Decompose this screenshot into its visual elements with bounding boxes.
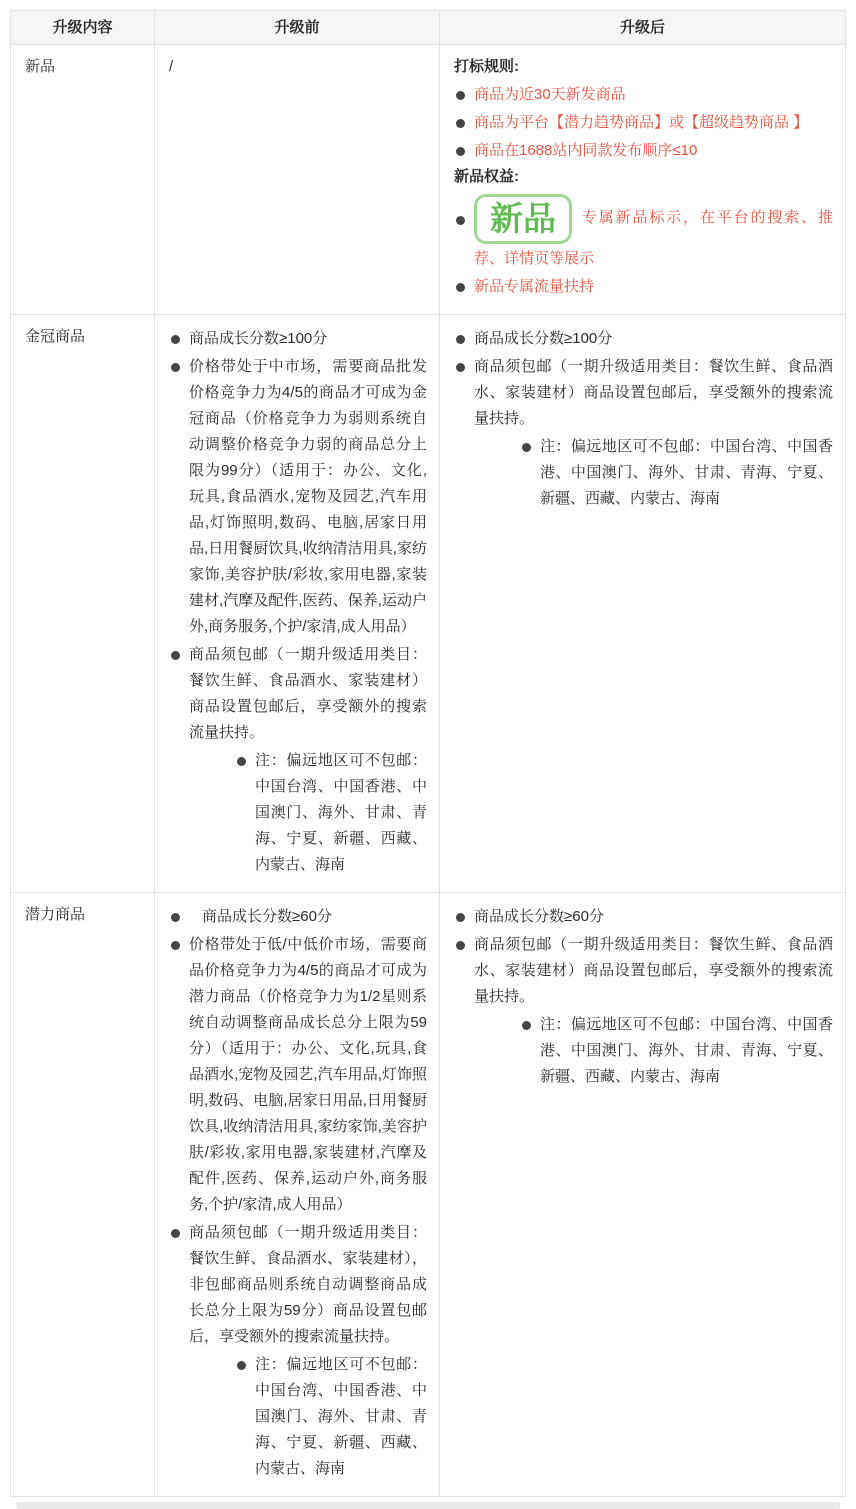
gold-crown-after-cell [439,315,845,892]
bullet-icon [171,363,180,372]
benefits-title: 新品权益: [454,168,519,185]
list-item [169,932,427,1218]
bottom-divider [16,1502,840,1509]
gold-before-item-3: 商品须包邮（一期升级适用类目：餐饮生鲜、食品酒水、家装建材）商品设置包邮后，享受额外的搜索流量扶持。 [189,646,427,741]
list-item [454,354,833,432]
list-item [454,110,833,136]
bullet-icon [237,757,246,766]
table-row-potential [11,892,845,1496]
new-item-label: 新品 [25,58,56,75]
header-upgrade-content: 升级内容 [11,11,154,44]
potential-before-item-3: 商品须包邮（一期升级适用类目：餐饮生鲜、食品酒水、家装建材），非包邮商品则系统自动调整商品成长总分上限为59分）商品设置包邮后，享受额外的搜索流量扶持。 [189,1224,427,1345]
potential-before-note: 注：偏远地区可不包邮：中国台湾、中国香港、中国澳门、海外、甘肃、青海、宁夏、新疆、西藏、内蒙古、海南 [255,1356,427,1477]
bullet-icon [456,91,465,100]
benefit-2: 新品专属流量扶持 [474,278,595,295]
benefit-1-text: 专属新品标示，在平台的搜索、推荐、详情页等展示 [474,209,833,267]
bullet-icon [522,1021,531,1030]
gold-before-item-2: 价格带处于中市场，需要商品批发价格竞争力为4/5的商品才可成为金冠商品（价格竞争力为弱则系统自动调整价格竞争力弱的商品总分上限为99分）（适用于：办公、文化,玩具,食品酒水,宠物及园艺,汽车用品,灯饰照明,数码、电脑,居家日用品,日用餐厨饮具,收纳清洁用具,家纺家饰,美容护肤/彩妆,家用电器,家装建材,汽摩及配件,医药、保养,运动户外,商务服务,个护/家清,成人用品） [189,358,427,635]
bullet-icon [237,1361,246,1370]
gold-after-item-2: 商品须包邮（一期升级适用类目：餐饮生鲜、食品酒水、家装建材）商品设置包邮后，享受额外的搜索流量扶持。 [474,358,833,427]
note-item [520,434,833,512]
potential-label: 潜力商品 [25,906,86,923]
marking-rule-3: 商品在1688站内同款发布顺序≤10 [474,142,698,159]
new-item-before-cell [154,45,439,314]
new-product-badge: 新品 [474,194,572,244]
bullet-icon [456,216,465,225]
list-item [169,904,427,930]
list-item [169,642,427,746]
bullet-icon [171,651,180,660]
potential-before-item-1: 商品成长分数≥60分 [202,908,332,925]
bullet-icon [456,119,465,128]
bullet-icon [171,941,180,950]
list-item [454,326,833,352]
bullet-icon [456,283,465,292]
new-item-after-cell [439,45,845,314]
header-after-upgrade: 升级后 [439,11,845,44]
list-item [454,904,833,930]
list-item [454,274,833,300]
upgrade-comparison-table [10,10,846,1497]
list-item [169,326,427,352]
marking-rules-title: 打标规则: [454,58,519,75]
bullet-icon [456,335,465,344]
header-before-upgrade: 升级前 [154,11,439,44]
marking-rule-2: 商品为平台【潜力趋势商品】或【超级趋势商品 】 [474,114,809,131]
potential-before-item-2: 价格带处于低/中低价市场，需要商品价格竞争力为4/5的商品才可成为潜力商品（价格竞争力为1/2星则系统自动调整商品成长总分上限为59分）（适用于：办公、文化,玩具,食品酒水,宠物及园艺,汽车用品,灯饰照明,数码、电脑,居家日用品,日用餐厨饮具,收纳清洁用具,家纺家饰,美容护肤/彩妆,家用电器,家装建材,汽摩及配件,医药、保养,运动户外,商务服务,个护/家清,成人用品） [189,936,427,1213]
gold-before-note: 注：偏远地区可不包邮：中国台湾、中国香港、中国澳门、海外、甘肃、青海、宁夏、新疆、西藏、内蒙古、海南 [255,752,427,873]
benefit-1 [474,192,833,272]
bullet-icon [171,1229,180,1238]
note-item [235,1352,427,1482]
gold-after-note: 注：偏远地区可不包邮：中国台湾、中国香港、中国澳门、海外、甘肃、青海、宁夏、新疆、西藏、内蒙古、海南 [540,438,833,507]
bullet-icon [522,443,531,452]
table-row-gold-crown [11,314,845,892]
potential-after-item-1: 商品成长分数≥60分 [474,908,604,925]
list-item [169,354,427,640]
gold-before-item-1: 商品成长分数≥100分 [189,330,328,347]
note-item [520,1012,833,1090]
page [0,10,856,1509]
bullet-icon [456,913,465,922]
gold-after-item-1: 商品成长分数≥100分 [474,330,613,347]
table-row-new-item [11,44,845,314]
list-item [454,192,833,272]
potential-after-cell [439,893,845,1496]
table-header-row [11,11,845,44]
gold-crown-label: 金冠商品 [25,328,86,345]
gold-crown-before-cell [154,315,439,892]
bullet-icon [456,363,465,372]
bullet-icon [171,335,180,344]
marking-rule-1: 商品为近30天新发商品 [474,86,626,103]
list-item [169,1220,427,1350]
list-item [454,138,833,164]
potential-after-note: 注：偏远地区可不包邮：中国台湾、中国香港、中国澳门、海外、甘肃、青海、宁夏、新疆、西藏、内蒙古、海南 [540,1016,833,1085]
bullet-icon [171,913,180,922]
potential-before-cell [154,893,439,1496]
list-item [454,932,833,1010]
list-item [454,82,833,108]
potential-after-item-2: 商品须包邮（一期升级适用类目：餐饮生鲜、食品酒水、家装建材）商品设置包邮后，享受额外的搜索流量扶持。 [474,936,833,1005]
new-item-before-value: / [169,58,174,75]
bullet-icon [456,147,465,156]
bullet-icon [456,941,465,950]
note-item [235,748,427,878]
